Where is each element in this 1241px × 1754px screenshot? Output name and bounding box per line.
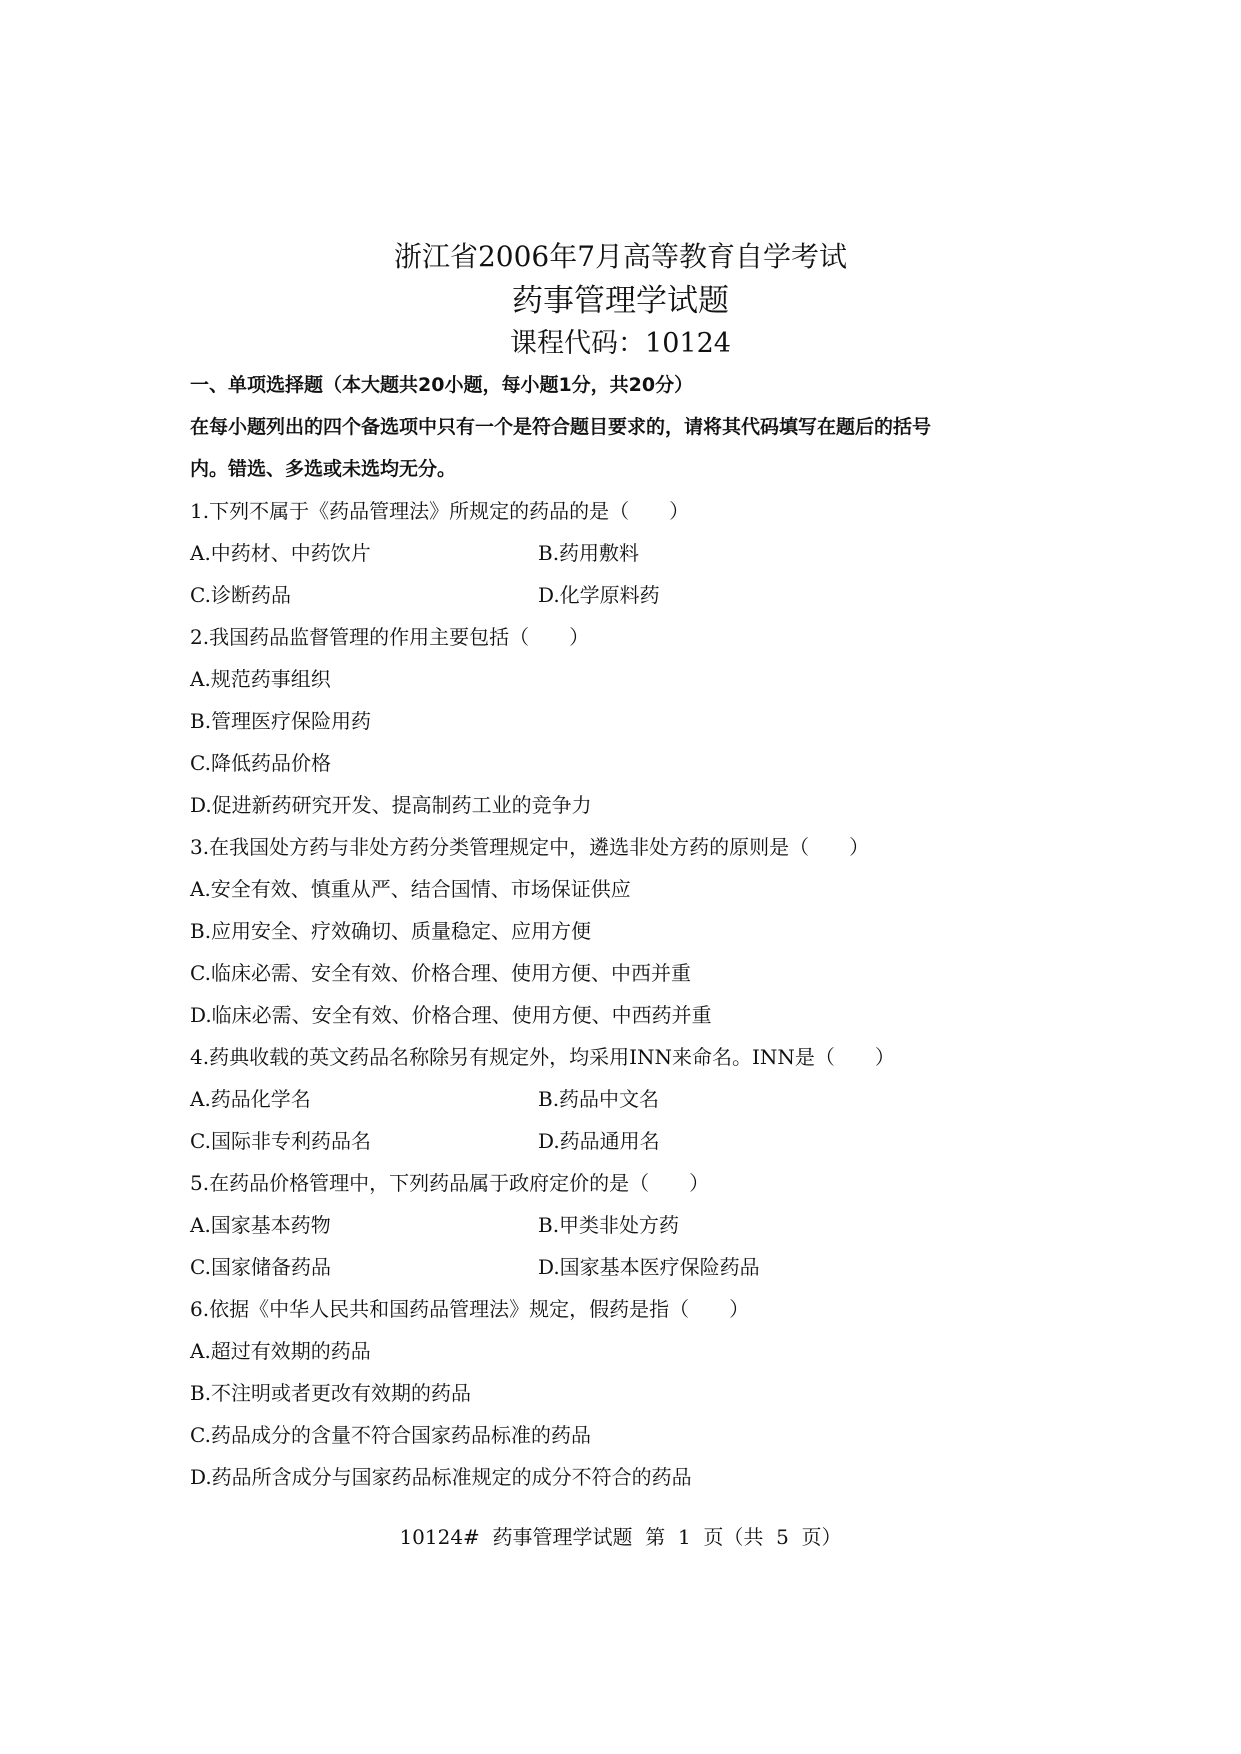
option-d: D.临床必需、安全有效、价格合理、使用方便、中西药并重	[190, 1003, 712, 1027]
question-stem: 4.药典收载的英文药品名称除另有规定外，均采用INN来命名。INN是（ ）	[190, 1045, 895, 1069]
option-c: C.降低药品价格	[190, 751, 331, 775]
option-a: A.中药材、中药饮片	[190, 541, 371, 565]
option-row	[190, 532, 1070, 574]
page-footer: 10124# 药事管理学试题 第 1 页（共 5 页）	[399, 1525, 842, 1549]
question-section	[190, 364, 1070, 1498]
section-instruction-line1: 在每小题列出的四个备选项中只有一个是符合题目要求的，请将其代码填写在题后的括号	[190, 416, 932, 438]
option-a: A.药品化学名	[190, 1087, 311, 1111]
section-heading: 一、单项选择题（本大题共20小题，每小题1分，共20分）	[190, 374, 694, 396]
option-b: B.药用敷料	[538, 541, 640, 565]
option-a: A.国家基本药物	[190, 1213, 331, 1237]
option-row	[190, 1078, 1070, 1120]
subject-title: 药事管理学试题	[512, 283, 729, 319]
option-d: D.化学原料药	[538, 583, 660, 607]
option-row	[190, 1246, 1070, 1288]
course-code: 课程代码：10124	[510, 328, 731, 359]
option-b: B.不注明或者更改有效期的药品	[190, 1381, 472, 1405]
option-b: B.甲类非处方药	[538, 1213, 680, 1237]
option-d: D.药品通用名	[538, 1129, 660, 1153]
exam-title: 浙江省2006年7月高等教育自学考试	[393, 240, 848, 273]
option-c: C.药品成分的含量不符合国家药品标准的药品	[190, 1423, 591, 1447]
question-stem: 2.我国药品监督管理的作用主要包括（ ）	[190, 625, 590, 649]
option-row	[190, 1204, 1070, 1246]
question-stem: 3.在我国处方药与非处方药分类管理规定中，遴选非处方药的原则是（ ）	[190, 835, 870, 859]
option-b: B.药品中文名	[538, 1087, 660, 1111]
option-row	[190, 574, 1070, 616]
option-d: D.国家基本医疗保险药品	[538, 1255, 760, 1279]
section-instruction-line2: 内。错选、多选或未选均无分。	[190, 458, 457, 480]
question-stem: 6.依据《中华人民共和国药品管理法》规定，假药是指（ ）	[190, 1297, 750, 1321]
option-d: D.促进新药研究开发、提高制药工业的竞争力	[190, 793, 592, 817]
question-stem: 1.下列不属于《药品管理法》所规定的药品的是（ ）	[190, 499, 690, 523]
option-a: A.安全有效、慎重从严、结合国情、市场保证供应	[190, 877, 631, 901]
option-row	[190, 1120, 1070, 1162]
option-d: D.药品所含成分与国家药品标准规定的成分不符合的药品	[190, 1465, 692, 1489]
option-c: C.国家储备药品	[190, 1255, 331, 1279]
option-c: C.国际非专利药品名	[190, 1129, 371, 1153]
question-stem: 5.在药品价格管理中，下列药品属于政府定价的是（ ）	[190, 1171, 710, 1195]
option-a: A.规范药事组织	[190, 667, 331, 691]
option-c: C.诊断药品	[190, 583, 291, 607]
option-a: A.超过有效期的药品	[190, 1339, 371, 1363]
option-c: C.临床必需、安全有效、价格合理、使用方便、中西并重	[190, 961, 691, 985]
option-b: B.管理医疗保险用药	[190, 709, 372, 733]
option-b: B.应用安全、疗效确切、质量稳定、应用方便	[190, 919, 592, 943]
title-block	[0, 234, 1241, 366]
